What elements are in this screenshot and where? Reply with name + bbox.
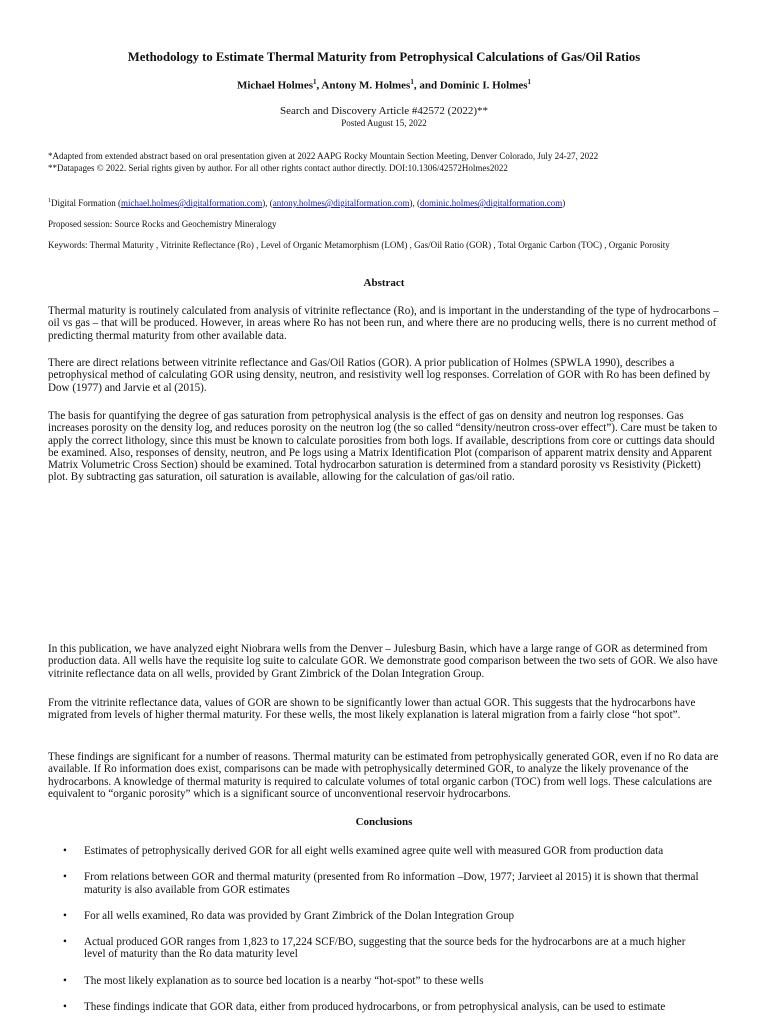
author-separator: , xyxy=(316,79,322,92)
list-item xyxy=(48,936,708,961)
author-name: Dominic I. Holmes xyxy=(439,79,528,92)
paper-title: Methodology to Estimate Thermal Maturity from Petrophysical Calculations of Gas/Oil Ratios xyxy=(127,50,641,64)
affiliation-separator: ), ( xyxy=(409,198,420,208)
author-name: Michael Holmes xyxy=(236,79,314,92)
author-name: Antony M. Holmes xyxy=(321,79,411,92)
conclusion-text: These findings indicate that GOR data, either from produced hydrocarbons, or from petrophysical analysis, can be used to estimate xyxy=(84,1001,666,1014)
email-link-dominic[interactable]: dominic.holmes@digitalformation.com xyxy=(419,198,563,208)
list-item xyxy=(48,1001,708,1013)
conclusion-text: From relations between GOR and thermal maturity (presented from Ro information –Dow, 1977; Jarvieet al 2015) it is shown that thermal maturity is also available from GOR estimates xyxy=(84,871,699,896)
abstract-paragraph: The basis for quantifying the degree of gas saturation from petrophysical analysis is the effect of gas on density and neutron log responses. Gas increases porosity on the density log, and reduces porosity on the neutron log (the so called “density/neutron cross-over effect”). Care must be taken to apply the correct lithology, since this must be known to calculate porosities from both logs. If available, descriptions from core or cuttings data should be examined. Also, responses of density, neutron, and Pe logs using a Matrix Identification Plot (comparison of apparent matrix density and Apparent Matrix Volumetric Cross Section) should be examined. Total hydrocarbon saturation is determined from a standard porosity vs Resistivity (Pickett) plot. By subtracting gas saturation, oil saturation is available, allowing for the calculation of gas/oil ratio. xyxy=(48,410,718,484)
conclusions-list xyxy=(48,845,708,1024)
posted-date: Posted August 15, 2022 xyxy=(341,118,427,128)
email-link-michael[interactable]: michael.holmes@digitalformation.com xyxy=(121,198,263,208)
author-affiliation-mark: 1 xyxy=(527,78,532,86)
abstract-paragraph: From the vitrinite reflectance data, values of GOR are shown to be significantly lower than actual GOR. This suggests that the hydrocarbons have migrated from levels of higher thermal maturity. For these wells, the most likely explanation is lateral migration from a fairly close “hot spot”. xyxy=(48,697,696,722)
affiliation-line xyxy=(48,196,718,209)
affiliation-close: ) xyxy=(562,198,566,208)
bullet-icon: • xyxy=(63,1001,67,1014)
email-link-antony[interactable]: antony.holmes@digitalformation.com xyxy=(272,198,410,208)
proposed-session: Proposed session: Source Rocks and Geochemistry Mineralogy xyxy=(48,219,277,229)
bullet-icon: • xyxy=(63,871,67,884)
abstract-paragraph: In this publication, we have analyzed eight Niobrara wells from the Denver – Julesburg Basin, which have a large range of GOR as determined from production data. All wells have the requisite log suite to calculate GOR. We demonstrate good comparison between the two sets of GOR. We also have vitrinite reflectance data on all wells, provided by Grant Zimbrick of the Dolan Integration Group. xyxy=(48,643,718,680)
affiliation-org: Digital Formation ( xyxy=(51,198,121,208)
bullet-icon: • xyxy=(63,974,67,987)
list-item xyxy=(48,975,708,987)
conclusion-text: Estimates of petrophysically derived GOR for all eight wells examined agree quite well with measured GOR from production data xyxy=(84,845,664,857)
affiliation-separator: ), ( xyxy=(262,198,273,208)
article-number: Search and Discovery Article #42572 (2022)** xyxy=(279,105,489,117)
abstract-paragraph: Thermal maturity is routinely calculated from analysis of vitrinite reflectance (Ro), and is important in the understanding of the type of hydrocarbons – oil vs gas – that will be produced. However, in areas where Ro has not been run, and where there are no producing wells, there is no current method of predicting thermal maturity from other available data. xyxy=(48,305,719,342)
author-separator: , and xyxy=(413,79,440,92)
author-affiliation-mark: 1 xyxy=(313,78,317,86)
abstract-paragraph: There are direct relations between vitrinite reflectance and Gas/Oil Ratios (GOR). A prior publication of Holmes (SPWLA 1990), describes a petrophysical method of calculating GOR using density, neutron, and resistivity well log responses. Correlation of GOR with Ro has been defined by Dow (1977) and Jarvie et al (2015). xyxy=(48,357,711,394)
conclusion-text: The most likely explanation as to source bed location is a nearby “hot-spot” to these wells xyxy=(84,974,484,987)
copyright-note: **Datapages © 2022. Serial rights given by author. For all other rights contact author directly. DOI:10.1306/42572Holmes2022 xyxy=(48,163,508,173)
author-list xyxy=(0,78,768,92)
list-item xyxy=(48,845,708,857)
bullet-icon: • xyxy=(63,936,67,949)
bullet-icon: • xyxy=(63,909,67,922)
conclusions-heading: Conclusions xyxy=(355,816,413,828)
abstract-paragraph: These findings are significant for a number of reasons. Thermal maturity can be estimated from petrophysically generated GOR, even if no Ro data are available. If Ro information does exist, comparisons can be made with petrophysically determined GOR, to analyze the likely provenance of the hydrocarbons. A knowledge of thermal maturity is required to calculate volumes of total organic carbon (TOC) from well logs. These calculations are equivalent to “organic porosity” which is a significant source of unconventional reservoir hydrocarbons. xyxy=(48,751,719,800)
conclusion-text: For all wells examined, Ro data was provided by Grant Zimbrick of the Dolan Integration Group xyxy=(84,909,515,922)
abstract-heading: Abstract xyxy=(363,277,405,289)
conclusion-text: Actual produced GOR ranges from 1,823 to 17,224 SCF/BO, suggesting that the source beds for the hydrocarbons are at a much higher level of maturity than the Ro data maturity level xyxy=(84,936,686,961)
keywords: Keywords: Thermal Maturity , Vitrinite Reflectance (Ro) , Level of Organic Metamorphism (LOM) , Gas/Oil Ratio (GOR) , Total Organic Carbon (TOC) , Organic Porosity xyxy=(48,240,670,250)
list-item xyxy=(48,910,708,922)
bullet-icon: • xyxy=(63,845,67,857)
adaptation-note: *Adapted from extended abstract based on oral presentation given at 2022 AAPG Rocky Mountain Section Meeting, Denver Colorado, July 24-27, 2022 xyxy=(48,151,599,161)
author-affiliation-mark: 1 xyxy=(410,78,414,86)
list-item xyxy=(48,871,708,896)
affiliation-mark: 1 xyxy=(48,198,51,204)
